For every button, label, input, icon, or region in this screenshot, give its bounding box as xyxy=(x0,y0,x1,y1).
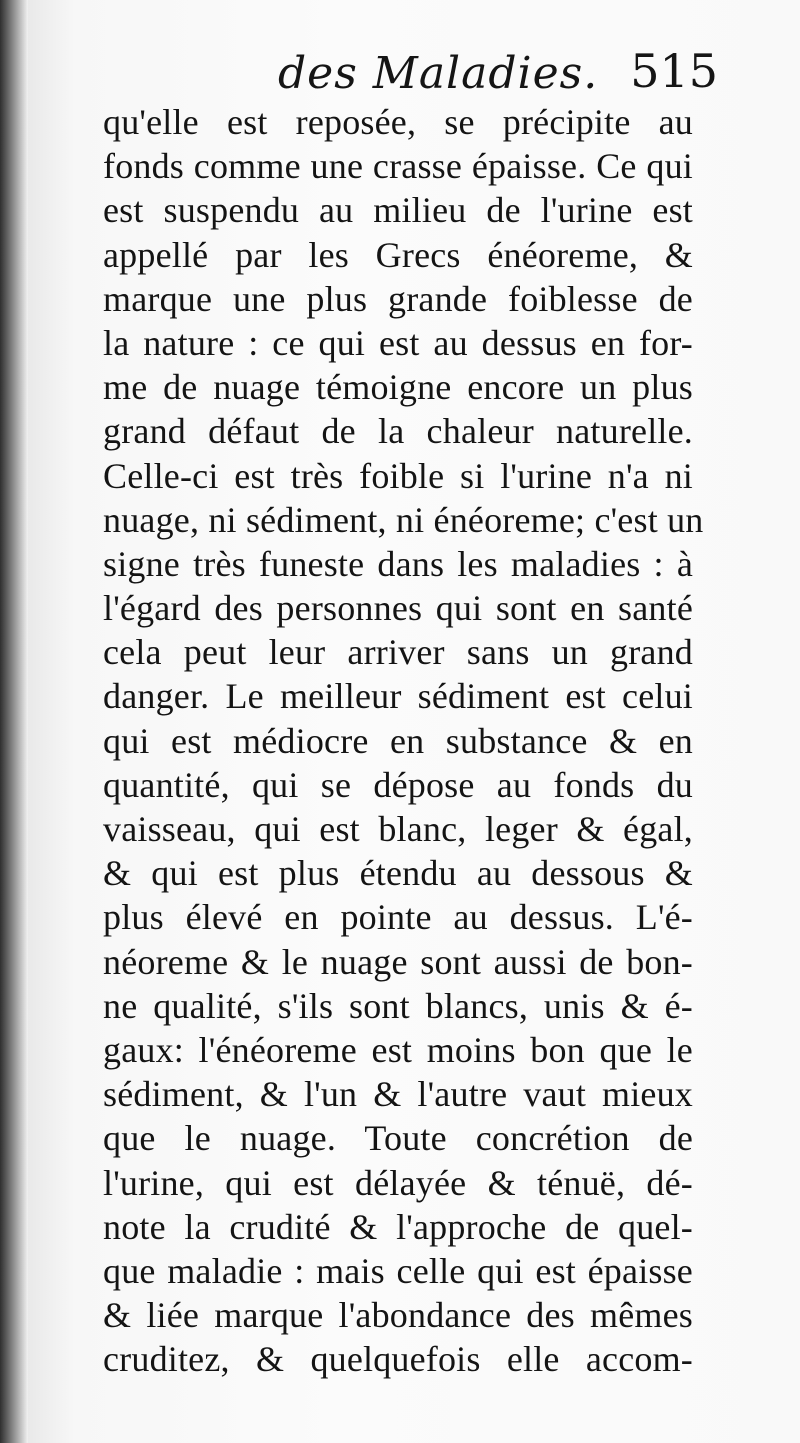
text-line: qui est médiocre en substance & en xyxy=(103,720,693,761)
text-line: me de nuage témoigne encore un plus xyxy=(103,367,693,408)
text-line: l'urine, qui est délayée & ténuë, dé- xyxy=(103,1162,693,1203)
text-line: grand défaut de la chaleur naturelle. xyxy=(103,411,693,452)
page-number: 515 xyxy=(630,44,718,98)
text-line: signe très funeste dans les maladies : à xyxy=(103,543,693,584)
text-line: nuage, ni sédiment, ni énéoreme; c'est un xyxy=(103,499,704,540)
text-line: que le nuage. Toute concrétion de xyxy=(103,1118,693,1159)
text-line: & liée marque l'abondance des mêmes xyxy=(103,1295,693,1336)
text-line: fonds comme une crasse épaisse. Ce qui xyxy=(103,146,693,187)
text-line: l'égard des personnes qui sont en santé xyxy=(103,588,693,629)
text-line: appellé par les Grecs énéoreme, & xyxy=(103,234,693,275)
text-line: qu'elle est reposée, se précipite au xyxy=(103,102,693,142)
text-line: danger. Le meilleur sédiment est celui xyxy=(103,676,693,717)
page-header xyxy=(68,44,718,108)
text-line: vaisseau, qui est blanc, leger & égal, xyxy=(103,809,693,849)
text-line: Celle-ci est très foible si l'urine n'a ni xyxy=(103,455,693,496)
text-line: cruditez, & quelquefois elle accom- xyxy=(103,1339,693,1380)
book-page xyxy=(28,0,800,1443)
body-text xyxy=(103,100,704,1381)
text-line: néoreme & le nuage sont aussi de bon- xyxy=(103,941,693,982)
text-line: marque une plus grande foiblesse de xyxy=(103,278,693,319)
text-line: note la crudité & l'approche de quel- xyxy=(103,1206,693,1247)
book-gutter-shadow xyxy=(0,0,28,1443)
text-line: gaux: l'énéoreme est moins bon que le xyxy=(103,1029,693,1070)
text-line: cela peut leur arriver sans un grand xyxy=(103,632,693,673)
running-head: des Maladies. xyxy=(278,48,599,99)
text-line: plus élevé en pointe au dessus. L'é- xyxy=(103,897,693,938)
text-line: est suspendu au milieu de l'urine est xyxy=(103,190,693,231)
text-line: quantité, qui se dépose au fonds du xyxy=(103,764,693,805)
text-line: sédiment, & l'un & l'autre vaut mieux xyxy=(103,1074,693,1115)
text-line: ne qualité, s'ils sont blancs, unis & é- xyxy=(103,985,693,1026)
text-line: la nature : ce qui est au dessus en for- xyxy=(103,322,693,363)
text-line: & qui est plus étendu au dessous & xyxy=(103,853,693,894)
text-line: que maladie : mais celle qui est épaisse xyxy=(103,1250,693,1291)
